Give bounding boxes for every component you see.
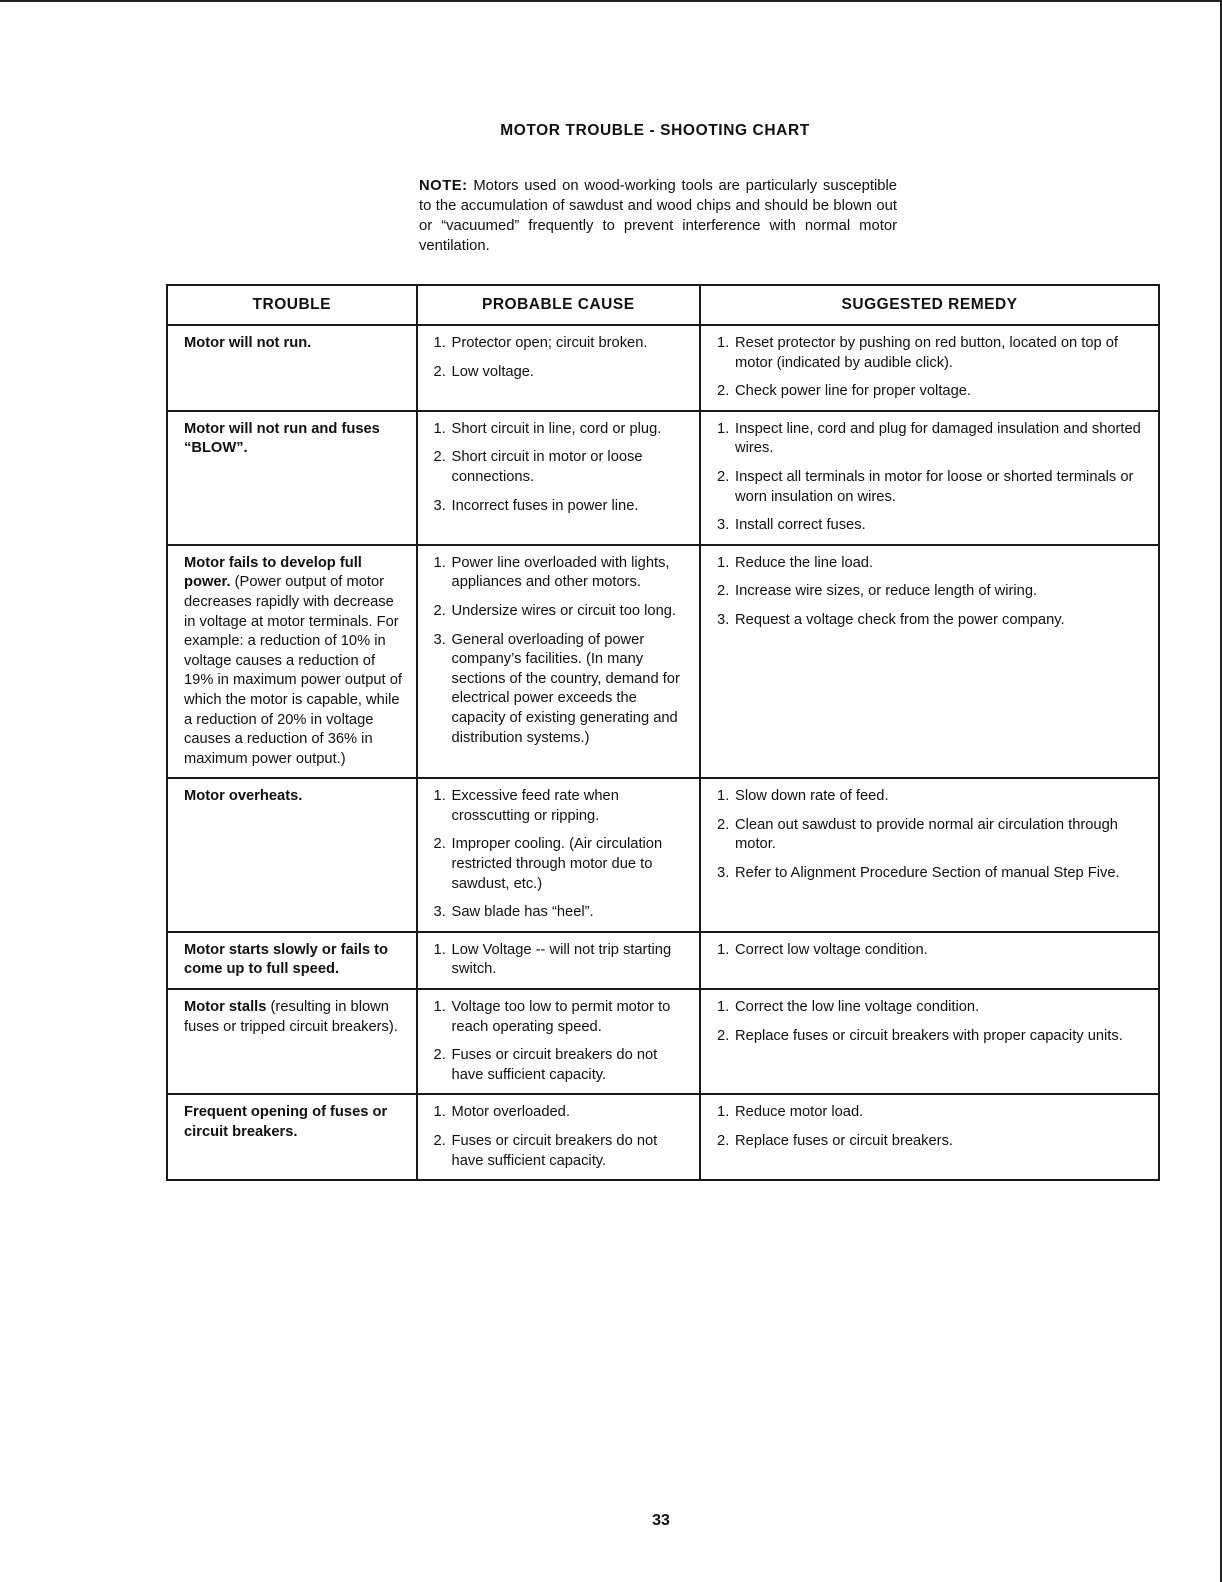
table-body [167,325,1159,1180]
cause-list [434,941,690,980]
cause-item [434,420,690,440]
remedy-item-text: Increase wire sizes, or reduce length of wiring. [735,583,1038,600]
cause-item-number: 1. [433,788,446,805]
header-probable-cause: PROBABLE CAUSE [417,285,701,325]
remedy-item-number: 1. [717,335,730,351]
page-number: 33 [652,1512,670,1529]
cause-item-text: General overloading of power company’s facilities. (In many sections of the country, demand for electrical power exceeds the capacity of existing generating and distribution systems.) [451,631,680,746]
trouble-cell [167,778,417,932]
cause-item-number: 1. [433,420,446,437]
cause-item-number: 2. [433,1047,446,1064]
cause-item [434,363,690,383]
remedy-item-number: 2. [717,383,730,400]
remedy-item-text: Inspect line, cord and plug for damaged insulation and shorted wires. [735,420,1141,457]
table-header-row [167,285,1159,325]
trouble-cell [167,1094,417,1180]
cause-item [434,1046,690,1085]
remedy-item-text: Slow down rate of feed. [735,788,889,805]
cause-item [434,497,690,517]
header-trouble: TROUBLE [167,285,417,325]
trouble-cell [167,989,417,1094]
cause-list [434,998,690,1085]
remedy-item [717,1132,1148,1152]
cause-item [434,554,690,593]
cause-item-text: Power line overloaded with lights, appliances and other motors. [451,554,670,591]
cause-item-text: Short circuit in motor or loose connections. [451,449,643,485]
remedy-item-text: Replace fuses or circuit breakers. [735,1133,953,1149]
cause-item-text: Excessive feed rate when crosscutting or ripping. [451,788,619,824]
remedy-item-number: 2. [717,583,730,600]
remedy-cell [700,1094,1159,1180]
cause-item-number: 2. [433,602,446,619]
trouble-cell [167,545,417,779]
table-row [167,989,1159,1094]
scan-border-top [0,0,1222,2]
cause-list [434,1103,690,1171]
cause-item-text: Voltage too low to permit motor to reach operating speed. [451,999,671,1035]
cause-item-number: 1. [433,554,446,571]
remedy-item-text: Correct the low line voltage condition. [735,999,980,1016]
cause-list [434,334,690,382]
cause-item-text: Low voltage. [451,363,534,380]
remedy-item-number: 1. [717,1104,730,1121]
cause-item-number: 1. [433,999,446,1016]
trouble-title: Frequent opening of fuses or circuit breakers. [184,1104,388,1140]
remedy-list [717,554,1148,631]
cause-item-text: Incorrect fuses in power line. [451,497,639,514]
remedy-item [717,582,1148,602]
note-paragraph [419,176,897,256]
remedy-item-text: Clean out sawdust to provide normal air circulation through motor. [735,816,1118,853]
remedy-item-text: Refer to Alignment Procedure Section of manual Step Five. [735,865,1120,882]
cause-item-text: Undersize wires or circuit too long. [451,602,677,619]
table-row [167,1094,1159,1180]
trouble-shooting-table [166,284,1160,1181]
trouble-detail: (resulting in blown fuses or tripped circuit breakers). [184,999,398,1035]
cause-cell [417,778,701,932]
cause-item-number: 1. [433,1104,446,1121]
cause-item [434,835,690,894]
remedy-item [717,998,1148,1018]
cause-item-number: 1. [433,941,446,958]
remedy-item-text: Replace fuses or circuit breakers with proper capacity units. [735,1027,1123,1044]
remedy-item [717,1027,1148,1047]
remedy-list [717,1103,1148,1151]
remedy-item [717,554,1148,574]
remedy-item-number: 1. [717,420,730,437]
cause-cell [417,325,701,411]
remedy-item [717,468,1148,507]
remedy-item-text: Reduce the line load. [735,554,874,571]
header-suggested-remedy: SUGGESTED REMEDY [700,285,1159,325]
remedy-item-text: Inspect all terminals in motor for loose or shorted terminals or worn insulation on wires. [735,468,1134,505]
cause-item-text: Fuses or circuit breakers do not have sufficient capacity. [451,1047,658,1083]
cause-item [434,1132,690,1171]
remedy-item-number: 2. [717,468,730,485]
remedy-item [717,816,1148,855]
cause-cell [417,1094,701,1180]
trouble-cell [167,411,417,545]
cause-item-text: Short circuit in line, cord or plug. [451,420,662,437]
remedy-list [717,334,1148,402]
remedy-item [717,941,1148,961]
remedy-cell [700,932,1159,989]
remedy-item-text: Check power line for proper voltage. [735,383,971,400]
remedy-item-number: 1. [717,941,730,958]
cause-item [434,998,690,1037]
cause-cell [417,411,701,545]
remedy-item [717,516,1148,536]
cause-item-text: Fuses or circuit breakers do not have sufficient capacity. [451,1133,658,1169]
cause-item-number: 2. [433,1133,446,1149]
remedy-item-number: 2. [717,1133,730,1149]
remedy-cell [700,778,1159,932]
remedy-item [717,787,1148,807]
note-text: Motors used on wood-working tools are particularly susceptible to the accumulation of sawdust and wood chips and should be blown out or “vacuumed” frequently to prevent interference with normal motor ventilation. [419,178,897,254]
remedy-item-number: 3. [717,517,730,534]
remedy-item-text: Install correct fuses. [735,517,866,534]
trouble-title: Motor starts slowly or fails to come up to full speed. [184,941,389,978]
trouble-title: Motor overheats. [184,788,303,805]
trouble-title: Motor will not run and fuses “BLOW”. [184,420,380,457]
remedy-item [717,864,1148,884]
cause-item-number: 2. [433,836,446,853]
note-label: NOTE: [419,178,468,194]
trouble-cell [167,932,417,989]
cause-item-text: Improper cooling. (Air circulation restricted through motor due to sawdust, etc.) [451,836,663,892]
cause-item [434,448,690,487]
cause-item [434,903,690,923]
remedy-item-number: 2. [717,1027,730,1044]
cause-item-number: 1. [433,335,446,351]
cause-item-text: Motor overloaded. [451,1104,570,1121]
cause-item-number: 2. [433,449,446,466]
cause-item-number: 3. [433,631,446,648]
remedy-cell [700,411,1159,545]
cause-item [434,941,690,980]
trouble-cell [167,325,417,411]
trouble-title: Motor fails to develop full power. [184,554,362,591]
cause-item [434,631,690,749]
table-row [167,545,1159,779]
remedy-item-number: 3. [717,865,730,882]
remedy-item-number: 1. [717,788,730,805]
page-title: MOTOR TROUBLE - SHOOTING CHART [500,122,810,139]
remedy-item-number: 1. [717,999,730,1016]
cause-list [434,554,690,748]
remedy-item-number: 2. [717,816,730,833]
remedy-item-text: Request a voltage check from the power company. [735,611,1065,628]
remedy-cell [700,545,1159,779]
remedy-list [717,787,1148,883]
trouble-title: Motor stalls [184,999,267,1016]
remedy-item [717,420,1148,459]
cause-item [434,334,690,354]
cause-item [434,1103,690,1123]
remedy-item-text: Reduce motor load. [735,1104,864,1121]
cause-list [434,420,690,516]
table-row [167,325,1159,411]
remedy-item-text: Reset protector by pushing on red button, located on top of motor (indicated by audible click). [735,335,1118,371]
cause-item-text: Low Voltage -- will not trip starting switch. [451,941,672,978]
remedy-item-number: 3. [717,611,730,628]
trouble-title: Motor will not run. [184,335,312,351]
cause-item-number: 3. [433,497,446,514]
cause-cell [417,545,701,779]
remedy-item [717,611,1148,631]
cause-item [434,787,690,826]
cause-item-number: 2. [433,363,446,380]
remedy-cell [700,989,1159,1094]
remedy-cell [700,325,1159,411]
cause-cell [417,989,701,1094]
cause-item-number: 3. [433,904,446,921]
remedy-item-number: 1. [717,554,730,571]
table-row [167,778,1159,932]
remedy-item [717,382,1148,402]
remedy-list [717,420,1148,536]
cause-item-text: Protector open; circuit broken. [451,335,648,351]
remedy-item-text: Correct low voltage condition. [735,941,928,958]
remedy-item [717,334,1148,373]
cause-cell [417,932,701,989]
remedy-list [717,941,1148,961]
cause-list [434,787,690,923]
table-row [167,411,1159,545]
cause-item [434,602,690,622]
cause-item-text: Saw blade has “heel”. [451,904,594,921]
trouble-detail: (Power output of motor decreases rapidly with decrease in voltage at motor terminals. For example: a reduction of 10% in voltage causes a reduction of 19% in maximum power output of which the motor is capable, while a reduction of 20% in voltage causes a reduction of 36% in maximum power output.) [184,574,402,767]
remedy-list [717,998,1148,1046]
table-row [167,932,1159,989]
remedy-item [717,1103,1148,1123]
